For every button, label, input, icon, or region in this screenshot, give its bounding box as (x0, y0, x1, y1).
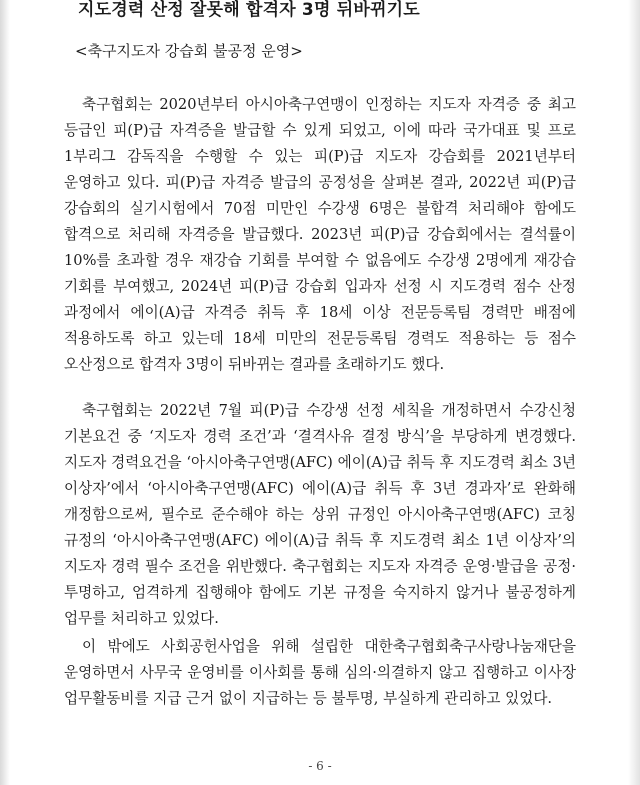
body-paragraph: 이 밖에도 사회공헌사업을 위해 설립한 대한축구협회축구사랑나눔재단을 운영하면서 사무국 운영비를 이사회를 통해 심의·의결하지 않고 집행하고 이사장 업무활동비를 지급 근거 없이 지급하는 등 불투명, 부실하게 관리하고 있었다. (64, 638, 576, 707)
section-subtitle: <축구지도자 강습회 불공정 운영> (75, 42, 303, 60)
page-edge-shadow-right (628, 0, 640, 785)
section-title: 지도경력 산정 잘못해 합격자 3명 뒤바뀌기도 (78, 0, 420, 20)
body-paragraph: 축구협회는 2022년 7월 피(P)급 수강생 선정 세칙을 개정하면서 수강신청 기본요건 중 ‘지도자 경력 조건’과 ‘결격사유 결정 방식’을 부당하게 변경했다. 지도자 경력요건을 ‘아시아축구연맹(AFC) 에이(A)급 취득 후 지도경력 최소 3년 이상자’에서 ‘아시아축구연맹(AFC) 에이(A)급 취득 후 3년 경과자’로 완화해 개정함으로써, 필수로 준수해야 하는 상위 규정인 아시아축구연맹(AFC) 코칭 규정의 ‘아시아축구연맹(AFC) 에이(A)급 취득 후 지도경력 최소 1년 이상자’의 지도자 경력 필수 조건을 위반했다. 축구협회는 지도자 자격증 운영·발급을 공정·투명하고, 엄격하게 집행해야 함에도 기본 규정을 숙지하지 않거나 불공정하게 업무를 처리하고 있었다. (64, 402, 576, 627)
page-edge-shadow-left (0, 0, 10, 785)
page-number: - 6 - (308, 759, 332, 773)
body-paragraph: 축구협회는 2020년부터 아시아축구연맹이 인정하는 지도자 자격증 중 최고 등급인 피(P)급 자격증을 발급할 수 있게 되었고, 이에 따라 국가대표 및 프로 1부리그 감독직을 수행할 수 있는 피(P)급 지도자 강습회를 2021년부터 운영하고 있다. 피(P)급 자격증 발급의 공정성을 살펴본 결과, 2022년 피(P)급 강습회의 실기시험에서 70점 미만인 수강생 6명은 불합격 처리해야 함에도 합격으로 처리해 자격증을 발급했다. 2023년 피(P)급 강습회에서는 결석률이 10%를 초과할 경우 재강습 기회를 부여할 수 없음에도 수강생 2명에게 재강습 기회를 부여했고, 2024년 피(P)급 강습회 입과자 선정 시 지도경력 점수 산정 과정에서 에이(A)급 자격증 취득 후 18세 이상 전문등록팀 경력만 배점에 적용하도록 하고 있는데 18세 미만의 전문등록팀 경력도 적용하는 등 점수 오산정으로 합격자 3명이 뒤바뀌는 결과를 초래하기도 했다. (64, 96, 576, 373)
